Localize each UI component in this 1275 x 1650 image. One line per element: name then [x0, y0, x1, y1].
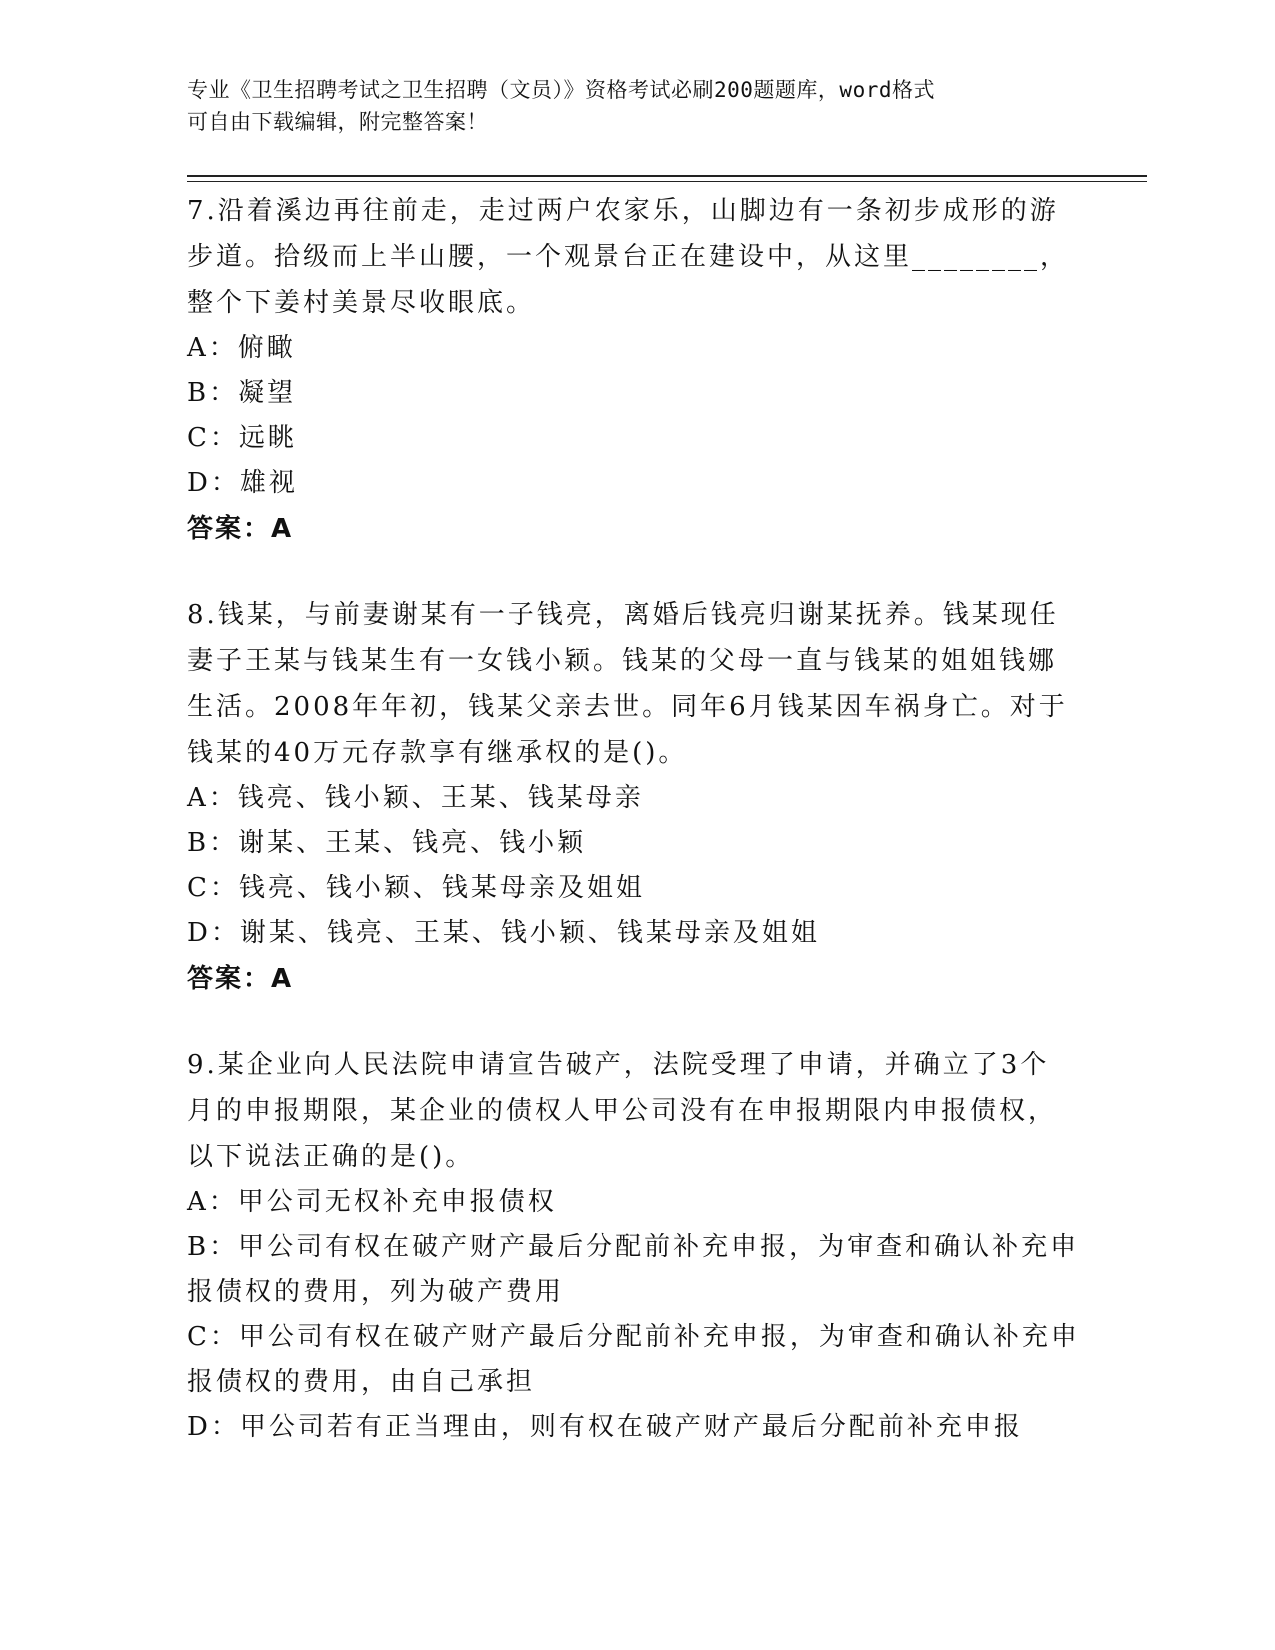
question-text-line: 9.某企业向人民法院申请宣告破产，法院受理了申请，并确立了3个 — [187, 1050, 1050, 1080]
option-b: B：谢某、王某、钱亮、钱小颖 — [187, 828, 587, 858]
question-text-line: 整个下姜村美景尽收眼底。 — [187, 288, 536, 318]
option-d: D：甲公司若有正当理由，则有权在破产财产最后分配前补充申报 — [187, 1412, 1023, 1442]
answer-line: 答案：A — [187, 964, 294, 994]
option-b: B：甲公司有权在破产财产最后分配前补充申报，为审查和确认补充申 — [187, 1232, 1080, 1262]
question-8 — [187, 592, 1087, 1002]
question-text-line: 钱某的40万元存款享有继承权的是()。 — [187, 738, 688, 768]
option-b: B：凝望 — [187, 378, 297, 408]
option-d: D：谢某、钱亮、王某、钱小颖、钱某母亲及姐姐 — [187, 918, 820, 948]
question-text-line: 生活。2008年年初，钱某父亲去世。同年6月钱某因车祸身亡。对于 — [187, 692, 1068, 722]
answer-line: 答案：A — [187, 514, 294, 544]
option-c-continuation: 报债权的费用，由自己承担 — [187, 1367, 536, 1397]
question-text-line: 妻子王某与钱某生有一女钱小颖。钱某的父母一直与钱某的姐姐钱娜 — [187, 646, 1058, 676]
option-b-continuation: 报债权的费用，列为破产费用 — [187, 1277, 565, 1307]
option-a: A：钱亮、钱小颖、王某、钱某母亲 — [187, 783, 644, 813]
spacer — [187, 1002, 1087, 1042]
option-c: C：远眺 — [187, 423, 297, 453]
header-rule-thin — [187, 181, 1147, 182]
option-a: A：甲公司无权补充申报债权 — [187, 1187, 557, 1217]
question-list — [187, 188, 1087, 1450]
option-c: C：钱亮、钱小颖、钱某母亲及姐姐 — [187, 873, 645, 903]
option-a: A：俯瞰 — [187, 333, 296, 363]
question-9 — [187, 1042, 1087, 1450]
option-c: C：甲公司有权在破产财产最后分配前补充申报，为审查和确认补充申 — [187, 1322, 1080, 1352]
option-d: D：雄视 — [187, 468, 298, 498]
header-rule-thick — [187, 175, 1147, 177]
header-line-2: 可自由下载编辑，附完整答案！ — [187, 110, 488, 134]
document-header — [187, 74, 1067, 138]
spacer — [187, 552, 1087, 592]
question-7 — [187, 188, 1087, 552]
question-text-line: 8.钱某，与前妻谢某有一子钱亮，离婚后钱亮归谢某抚养。钱某现任 — [187, 600, 1059, 630]
question-text-line: 月的申报期限，某企业的债权人甲公司没有在申报期限内申报债权， — [187, 1096, 1058, 1126]
question-text-line: 以下说法正确的是()。 — [187, 1142, 475, 1172]
question-text-line: 步道。拾级而上半山腰，一个观景台正在建设中，从这里________， — [187, 242, 1070, 272]
header-line-1: 专业《卫生招聘考试之卫生招聘（文员）》资格考试必刷200题题库，word格式 — [187, 78, 935, 102]
question-text-line: 7.沿着溪边再往前走，走过两户农家乐，山脚边有一条初步成形的游 — [187, 196, 1059, 226]
